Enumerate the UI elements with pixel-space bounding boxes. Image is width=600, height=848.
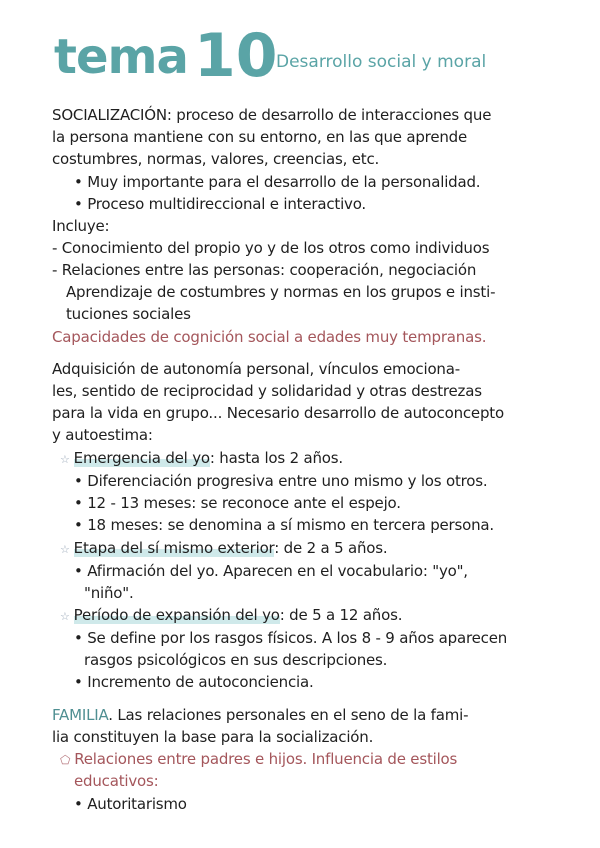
stage-title: Período de expansión del yo (73, 606, 280, 624)
stage-heading (60, 447, 343, 471)
subsection-heading (60, 748, 457, 771)
title-block (54, 22, 574, 92)
bullet-item: • Proceso multidireccional e interactivo. (74, 195, 367, 213)
star-icon: ☆ (60, 453, 70, 466)
stage-heading (60, 604, 402, 628)
bullet-item: • Muy importante para el desarrollo de la personalidad. (74, 173, 481, 191)
dash-item-cont: tuciones sociales (66, 305, 191, 323)
dash-item: - Relaciones entre las personas: cooperación, negociación (52, 261, 477, 279)
definition-text: : proceso de desarrollo de interacciones que (166, 106, 492, 124)
star-icon: ☆ (60, 610, 70, 623)
title-word: tema (54, 29, 188, 85)
bullet-item: • Autoritarismo (74, 795, 187, 813)
subsection-title: Relaciones entre padres e hijos. Influencia de estilos (74, 750, 458, 768)
title-subtitle: Desarrollo social y moral (276, 52, 487, 72)
stage-heading (60, 537, 387, 561)
note-line (52, 104, 491, 126)
section-heading: Capacidades de cognición social a edades muy tempranas. (52, 328, 487, 346)
title-number: 10 (194, 21, 278, 91)
star-icon: ☆ (60, 543, 70, 556)
term-socializacion: SOCIALIZACIÓN (52, 106, 167, 124)
stage-range: : de 2 a 5 años. (274, 539, 388, 557)
note-line: Adquisición de autonomía personal, vínculos emociona- (52, 360, 460, 378)
stage-range: : hasta los 2 años. (209, 449, 343, 467)
note-line: para la vida en grupo... Necesario desarrollo de autoconcepto (52, 404, 504, 422)
dash-item: - Conocimiento del propio yo y de los otros como individuos (52, 239, 490, 257)
bullet-item: • Incremento de autoconciencia. (74, 673, 314, 691)
bullet-item: • Afirmación del yo. Aparecen en el vocabulario: "yo", (74, 562, 468, 580)
stage-title: Etapa del sí mismo exterior (73, 539, 275, 557)
term-familia: FAMILIA (52, 706, 109, 724)
bullet-item: • 12 - 13 meses: se reconoce ante el espejo. (74, 494, 401, 512)
bullet-item: • 18 meses: se denomina a sí mismo en tercera persona. (74, 516, 494, 534)
stage-title: Emergencia del yo (73, 449, 210, 467)
note-line: y autoestima: (52, 426, 153, 444)
bullet-item-cont: rasgos psicológicos en sus descripciones. (84, 651, 388, 669)
note-line: costumbres, normas, valores, creencias, etc. (52, 150, 380, 168)
note-line: les, sentido de reciprocidad y solidaridad y otras destrezas (52, 382, 482, 400)
pentagon-icon: ⬠ (60, 753, 71, 767)
bullet-item: • Se define por los rasgos físicos. A los 8 - 9 años aparecen (74, 629, 508, 647)
dash-item-cont: Aprendizaje de costumbres y normas en los grupos e insti- (66, 283, 496, 301)
note-line: la persona mantiene con su entorno, en las que aprende (52, 128, 468, 146)
note-line: lia constituyen la base para la socialización. (52, 728, 374, 746)
note-line: Incluye: (52, 217, 110, 235)
stage-range: : de 5 a 12 años. (279, 606, 403, 624)
note-line (52, 704, 468, 726)
bullet-item-cont: "niño". (84, 584, 134, 602)
subsection-heading-cont: educativos: (74, 772, 159, 790)
bullet-item: • Diferenciación progresiva entre uno mismo y los otros. (74, 472, 488, 490)
definition-text: . Las relaciones personales en el seno de la fami- (108, 706, 469, 724)
